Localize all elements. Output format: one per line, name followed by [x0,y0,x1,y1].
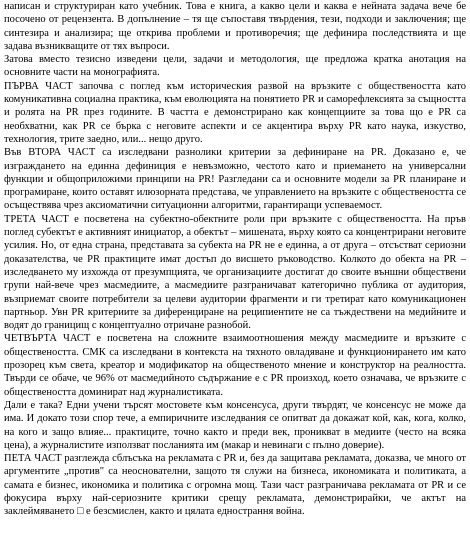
paragraph-part-one: ПЪРВА ЧАСТ започва с поглед към историческия развой на връзките с обществеността като комуникативна социална практика, към еволюцията на понятието PR и саморефлексията за същността и ролята на PR през годините. В частта е демонстрирано как концепциите за това що е PR са необхватни, как PR се бърка с неговите аспекти и се акцентира върху PR като наука, изкуство, технология, трите заедно, или... нещо друго. [4,80,466,145]
paragraph-annotation-note: Затова вместо тезисно изведени цели, задачи и методология, ще предложа кратка анотация на основните части на монографията. [4,54,466,79]
paragraph-part-three: ТРЕТА ЧАСТ е посветена на субектно-обектните роли при връзките с обществеността. На пръв поглед субектът е активният инициатор, а обектът – мишената, върху която са концентрирани неговите усилия. Но, от една страна, представата за субекта на PR не е единна, а от друга – отсъстват сериозни доказателства, че PR практиците имат достъп до висшето ръководство. Колкото до обекта на PR – изследването му изхожда от презумпцията, че организациите достигат до своите външни обществени групи най-вече чрез масмедиите, а масмедиите разграничават категорично публика от аудитория, възприемат своите потребители за целеви аудитории фрагменти и ги третират като комуникационен партньор. Увн PR критериите за диференциране на реципиентите не са тъждествени на медийните и водят до границищ с концептуално отричане разнобой. [4,213,466,332]
paragraph-part-two: Във ВТОРА ЧАСТ са изследвани разнолики критерии за дефиниране на PR. Доказано е, че изграждането на единна дефиниция е невъзможно, честото като и приемането на универсални функции и общоприложими принципи на PR! Разгледани са и основните модели за PR планиране и програмиране, които оставят илюзорната представа, че управлението на връзките с обществеността се осъществява чрез аксиоматични ситуационни алгоритми, гарантиращи успеваемост. [4,147,466,212]
paragraph-part-four: ЧЕТВЪРТА ЧАСТ е посветена на сложните взаимоотношения между масмедиите и връзките с обществеността. СМК са изследвани в контекста на тяхното овладяване и функционирането им като прозорец към света, креатор и модификатор на общественото мнение и конструктор на реалността. Твърди се обаче, че 96% от масмедийното съдържание е с PR произход, което означава, че връзките с обществеността доминират над журналистиката. [4,333,466,398]
paragraph-intro-continuation: написан и структуриран като учебник. Това е книга, а какво цели и каква е нейната задача вече бе посочено от рецензента. В допълнение – тя ще съпоставя твърдения, тези, подходи и заключения; ще синтезира и анализира; ще открива проблеми и противоречия; ще дефинира последствията и ще задава възникващите от тях въпроси. [4,1,466,52]
paragraph-consensus-question: Дали е така? Едни учени търсят мостовете към консенсуса, други твърдят, че консенсус не може да има. И докато този спор тече, а емпиричните изследвания се опитват да докажат кой, как, кога, колко, на кого и защо влияе... практиците, точно както и преди век, проникват в медиите (често на всяка цена), а журналистите използват посланията им (макар и невинаги с пълно доверие). [4,399,466,451]
paragraph-part-five: ПЕТА ЧАСТ разглежда сблъсъка на рекламата с PR и, без да защитава рекламата, доказва, че много от аргументите „против" са неоснователни, защото тя служи на бизнеса, икономиката и политиката, а самата е бизнес, икономика и политика с огромна мощ. Тази част разграничава рекламата от PR и се фокусира върху най-сериозните критики срещу рекламата, демонстрирайки, че актът на заклеймяването □ е безсмислен, както и цялата еднострання война. [4,453,466,518]
